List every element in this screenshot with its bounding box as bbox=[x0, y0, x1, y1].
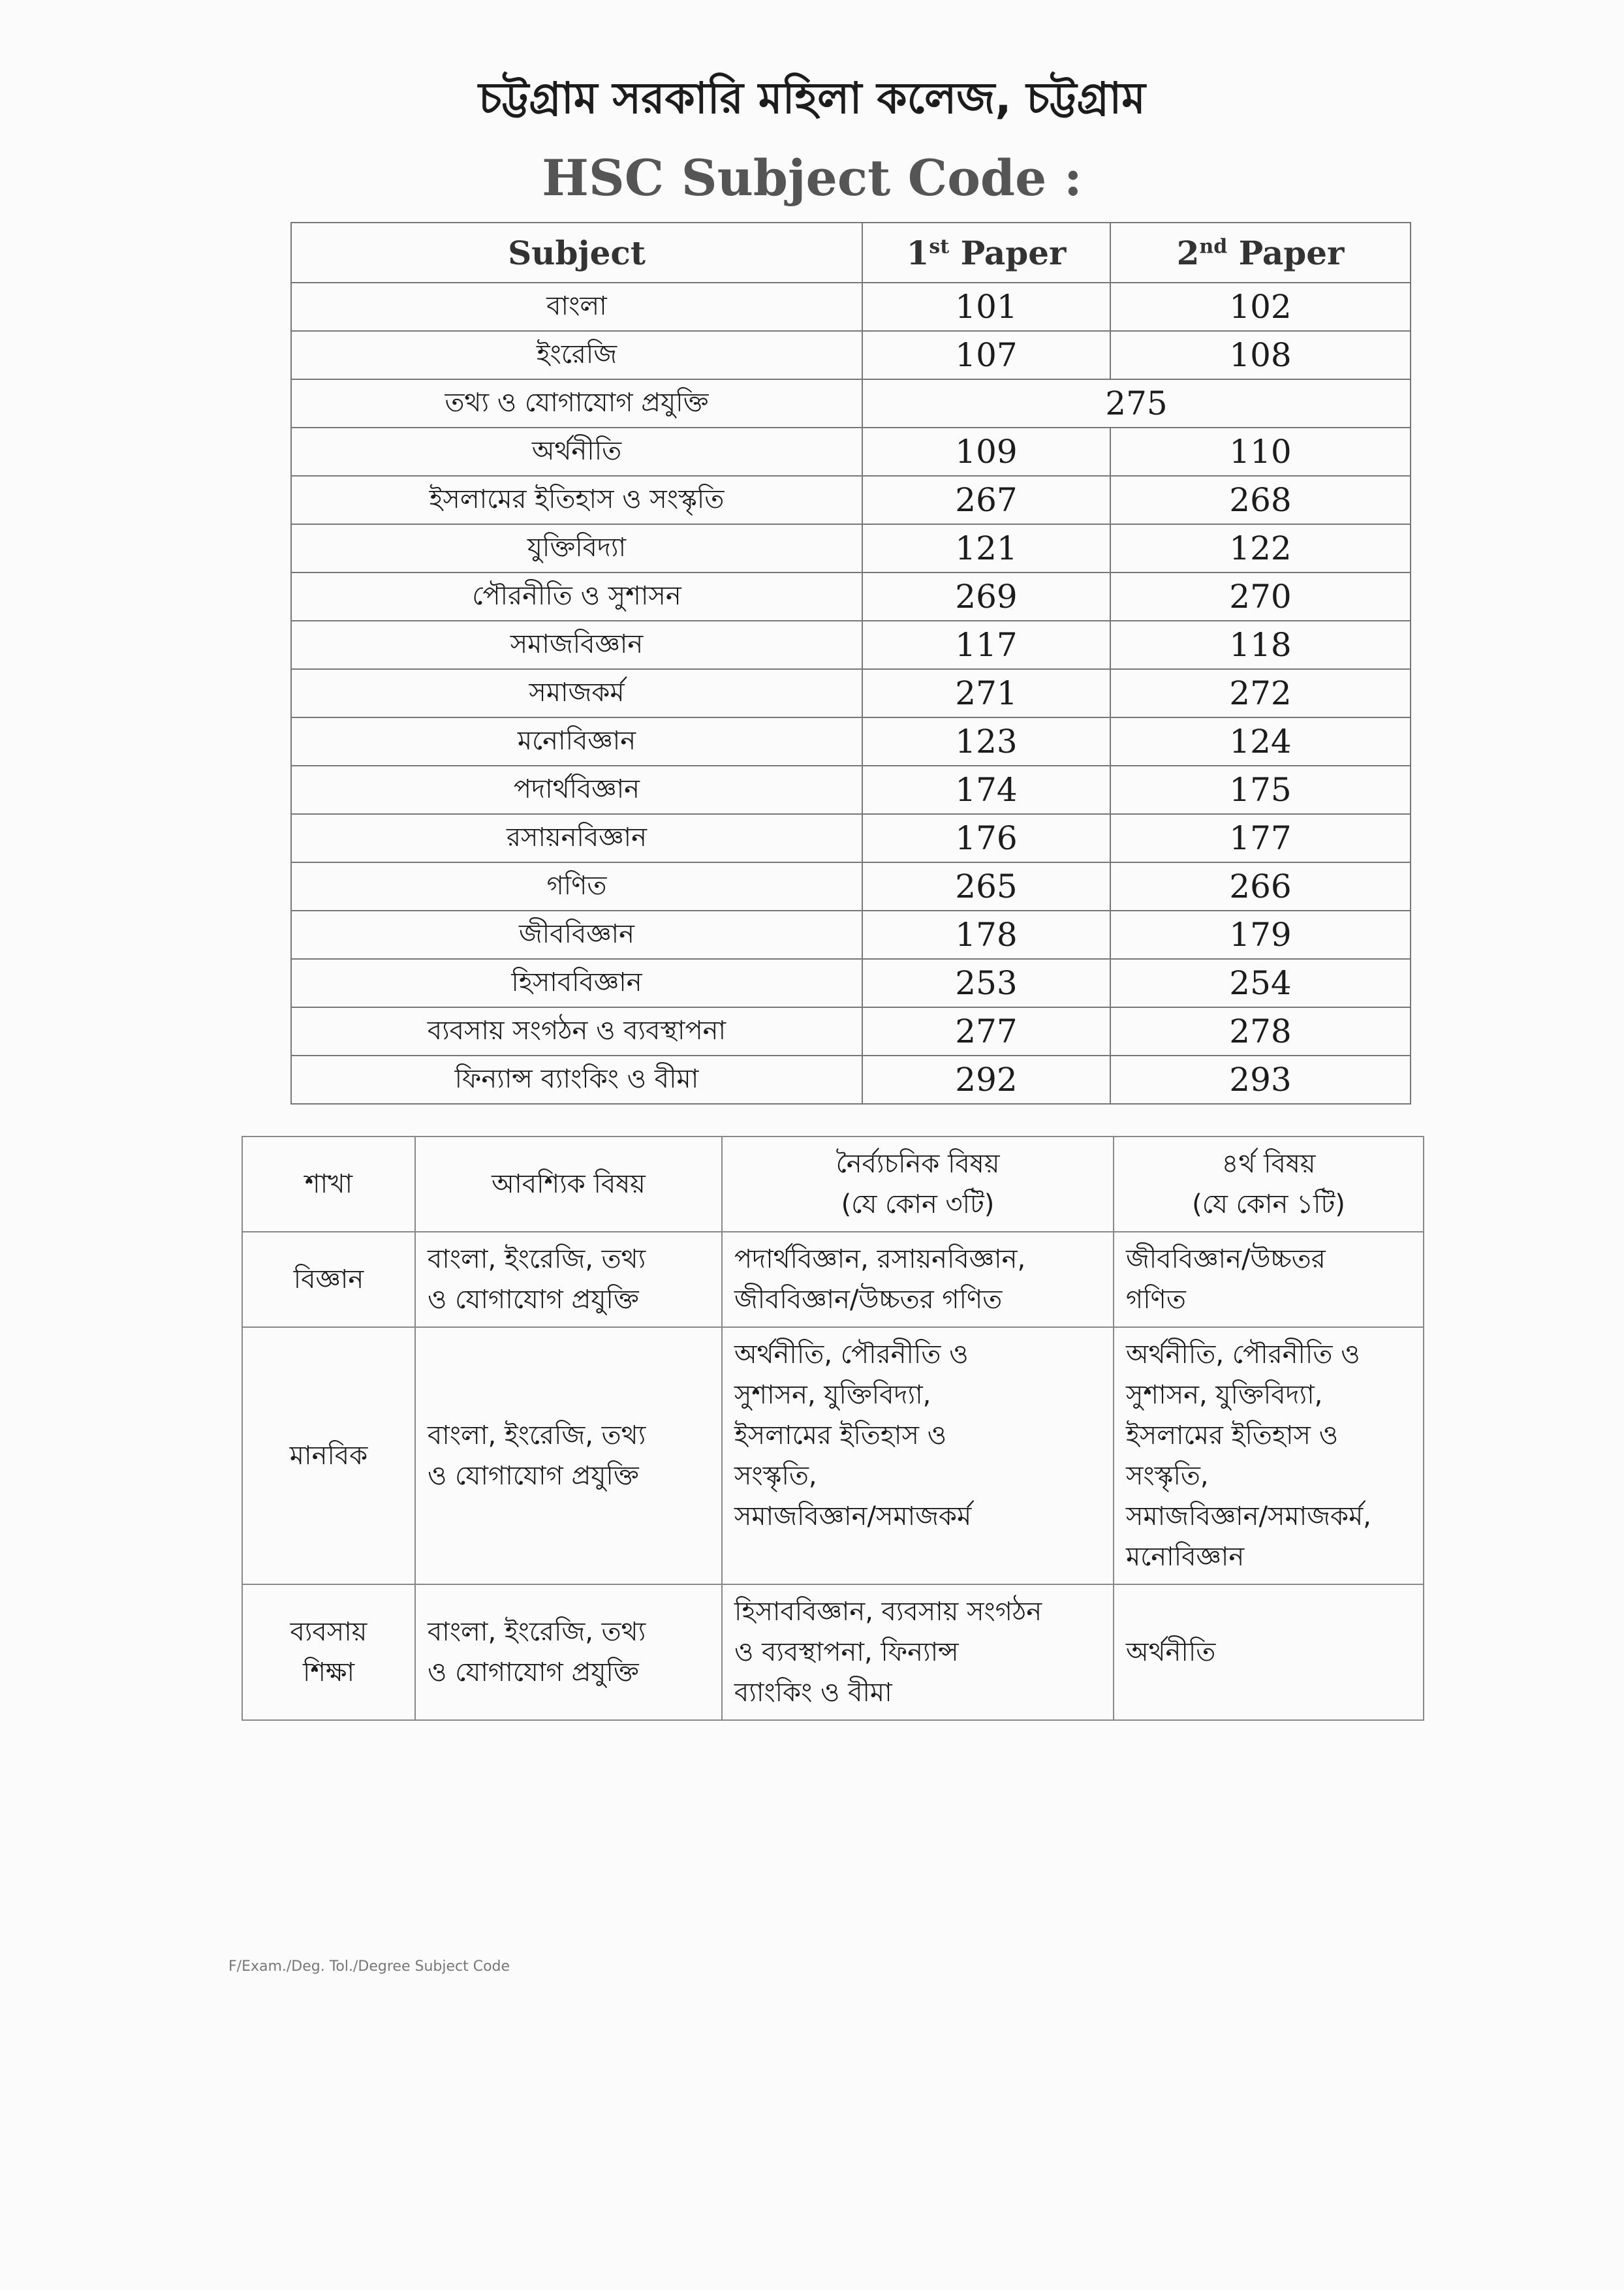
code-table-row bbox=[291, 524, 1411, 572]
code-table-row bbox=[291, 331, 1411, 379]
first-paper-code-cell: 267 bbox=[862, 476, 1110, 524]
code-table-row bbox=[291, 717, 1411, 766]
second-paper-code-cell: 118 bbox=[1110, 621, 1411, 669]
group-table-row bbox=[242, 1232, 1424, 1327]
fourth-subject-line: অর্থনীতি, পৌরনীতি ও bbox=[1126, 1340, 1360, 1370]
subject-name-cell: তথ্য ও যোগাযোগ প্রযুক্তি bbox=[291, 379, 862, 428]
subject-name-cell: সমাজকর্ম bbox=[291, 669, 862, 717]
second-paper-word: Paper bbox=[1238, 233, 1345, 272]
second-paper-code-cell: 175 bbox=[1110, 766, 1411, 814]
code-table-row bbox=[291, 572, 1411, 621]
compulsory-column-header: আবশ্যিক বিষয় bbox=[415, 1137, 722, 1232]
elective-subjects-line: ব্যাংকিং ও বীমা bbox=[734, 1678, 892, 1708]
subject-column-header: Subject bbox=[291, 223, 862, 283]
fourth-subject-line: মনোবিজ্ঞান bbox=[1126, 1542, 1245, 1572]
elective-subjects-line: সমাজবিজ্ঞান/সমাজকর্ম bbox=[734, 1501, 972, 1531]
branch-column-header: শাখা bbox=[242, 1137, 415, 1232]
college-name: চট্টগ্রাম সরকারি মহিলা কলেজ, চট্টগ্রাম bbox=[478, 73, 1146, 123]
subject-name-cell: অর্থনীতি bbox=[291, 428, 862, 476]
first-paper-code-cell: 277 bbox=[862, 1007, 1110, 1056]
first-paper-code-cell: 178 bbox=[862, 911, 1110, 959]
first-paper-code-cell: 265 bbox=[862, 862, 1110, 911]
first-paper-code-cell: 101 bbox=[862, 283, 1110, 331]
elective-subjects-line: ইসলামের ইতিহাস ও bbox=[734, 1420, 947, 1451]
second-paper-code-cell: 110 bbox=[1110, 428, 1411, 476]
first-paper-suffix: st bbox=[929, 234, 950, 258]
first-paper-code-cell: 271 bbox=[862, 669, 1110, 717]
combined-code-cell: 275 bbox=[862, 379, 1411, 428]
code-table-row bbox=[291, 911, 1411, 959]
fourth-subject-line: সংস্কৃতি, bbox=[1126, 1461, 1209, 1491]
code-table-row bbox=[291, 621, 1411, 669]
second-paper-code-cell: 270 bbox=[1110, 572, 1411, 621]
fourth-subject-line: সমাজবিজ্ঞান/সমাজকর্ম, bbox=[1126, 1501, 1371, 1531]
elective-subjects-line: অর্থনীতি, পৌরনীতি ও bbox=[734, 1340, 969, 1370]
subject-name-cell: সমাজবিজ্ঞান bbox=[291, 621, 862, 669]
footnote: F/Exam./Deg. Tol./Degree Subject Code bbox=[228, 1958, 510, 1975]
compulsory-subjects-line: বাংলা, ইংরেজি, তথ্য bbox=[428, 1420, 646, 1451]
subject-name-cell: জীববিজ্ঞান bbox=[291, 911, 862, 959]
fourth-header-note: (যে কোন ১টি) bbox=[1192, 1189, 1345, 1219]
first-paper-code-cell: 123 bbox=[862, 717, 1110, 766]
fourth-subject-cell bbox=[1114, 1584, 1424, 1720]
code-table-row bbox=[291, 1007, 1411, 1056]
second-paper-code-cell: 272 bbox=[1110, 669, 1411, 717]
branch-cell bbox=[242, 1232, 415, 1327]
elective-header-title: নৈর্ব্যচনিক বিষয় bbox=[835, 1149, 1000, 1179]
branch-cell bbox=[242, 1584, 415, 1720]
fourth-subject-line: সুশাসন, যুক্তিবিদ্যা, bbox=[1126, 1380, 1323, 1410]
second-paper-code-cell: 266 bbox=[1110, 862, 1411, 911]
compulsory-subjects-line: ও যোগাযোগ প্রযুক্তি bbox=[428, 1657, 639, 1687]
subject-name-cell: বাংলা bbox=[291, 283, 862, 331]
second-paper-code-cell: 108 bbox=[1110, 331, 1411, 379]
first-paper-number: 1 bbox=[906, 233, 929, 272]
elective-subjects-line: পদার্থবিজ্ঞান, রসায়নবিজ্ঞান, bbox=[734, 1244, 1026, 1274]
first-paper-code-cell: 269 bbox=[862, 572, 1110, 621]
compulsory-subjects-line: বাংলা, ইংরেজি, তথ্য bbox=[428, 1617, 646, 1647]
second-paper-column-header bbox=[1110, 223, 1411, 283]
elective-subjects-line: হিসাববিজ্ঞান, ব্যবসায় সংগঠন bbox=[734, 1597, 1042, 1627]
code-table-row bbox=[291, 814, 1411, 862]
compulsory-subjects-line: বাংলা, ইংরেজি, তথ্য bbox=[428, 1244, 646, 1274]
second-paper-code-cell: 177 bbox=[1110, 814, 1411, 862]
elective-header-note: (যে কোন ৩টি) bbox=[841, 1189, 995, 1219]
fourth-subject-line: ইসলামের ইতিহাস ও bbox=[1126, 1420, 1339, 1451]
code-table-row bbox=[291, 379, 1411, 428]
fourth-subject-line: জীববিজ্ঞান/উচ্চতর bbox=[1126, 1244, 1326, 1274]
subject-name-cell: ব্যবসায় সংগঠন ও ব্যবস্থাপনা bbox=[291, 1007, 862, 1056]
first-paper-word: Paper bbox=[960, 233, 1067, 272]
elective-subjects-line: ও ব্যবস্থাপনা, ফিন্যান্স bbox=[734, 1637, 959, 1667]
code-table-row bbox=[291, 862, 1411, 911]
elective-subjects-cell bbox=[722, 1584, 1114, 1720]
document-title: HSC Subject Code : bbox=[542, 149, 1082, 207]
branch-name-line: শিক্ষা bbox=[302, 1657, 355, 1687]
subject-name-cell: পৌরনীতি ও সুশাসন bbox=[291, 572, 862, 621]
code-table-row bbox=[291, 476, 1411, 524]
first-paper-code-cell: 292 bbox=[862, 1056, 1110, 1104]
code-table-row bbox=[291, 428, 1411, 476]
branch-cell bbox=[242, 1327, 415, 1584]
first-paper-code-cell: 176 bbox=[862, 814, 1110, 862]
first-paper-code-cell: 117 bbox=[862, 621, 1110, 669]
second-paper-suffix: nd bbox=[1199, 234, 1228, 258]
second-paper-code-cell: 254 bbox=[1110, 959, 1411, 1007]
subject-name-cell: যুক্তিবিদ্যা bbox=[291, 524, 862, 572]
subject-name-cell: পদার্থবিজ্ঞান bbox=[291, 766, 862, 814]
branch-name-line: মানবিক bbox=[289, 1441, 368, 1471]
fourth-subject-line: গণিত bbox=[1126, 1285, 1186, 1315]
first-paper-column-header bbox=[862, 223, 1110, 283]
elective-subjects-line: জীববিজ্ঞান/উচ্চতর গণিত bbox=[734, 1285, 1003, 1315]
first-paper-code-cell: 174 bbox=[862, 766, 1110, 814]
compulsory-subjects-cell bbox=[415, 1584, 722, 1720]
branch-name-line: বিজ্ঞান bbox=[293, 1264, 364, 1294]
subject-name-cell: ইসলামের ইতিহাস ও সংস্কৃতি bbox=[291, 476, 862, 524]
second-paper-code-cell: 102 bbox=[1110, 283, 1411, 331]
subject-name-cell: হিসাববিজ্ঞান bbox=[291, 959, 862, 1007]
group-table-row bbox=[242, 1327, 1424, 1584]
group-table-body bbox=[242, 1232, 1424, 1720]
fourth-subject-line: অর্থনীতি bbox=[1126, 1637, 1216, 1667]
second-paper-code-cell: 124 bbox=[1110, 717, 1411, 766]
fourth-header-title: ৪র্থ বিষয় bbox=[1221, 1149, 1316, 1179]
elective-subjects-cell bbox=[722, 1232, 1114, 1327]
branch-name-line: ব্যবসায় bbox=[290, 1617, 367, 1647]
compulsory-subjects-cell bbox=[415, 1327, 722, 1584]
elective-column-header bbox=[722, 1137, 1114, 1232]
second-paper-code-cell: 179 bbox=[1110, 911, 1411, 959]
group-table-header-row bbox=[242, 1137, 1424, 1232]
fourth-subject-cell bbox=[1114, 1232, 1424, 1327]
subject-name-cell: ফিন্যান্স ব্যাংকিং ও বীমা bbox=[291, 1056, 862, 1104]
group-table-row bbox=[242, 1584, 1424, 1720]
code-table-row bbox=[291, 283, 1411, 331]
second-paper-code-cell: 268 bbox=[1110, 476, 1411, 524]
code-table-row bbox=[291, 959, 1411, 1007]
subject-name-cell: রসায়নবিজ্ঞান bbox=[291, 814, 862, 862]
code-table-row bbox=[291, 1056, 1411, 1104]
code-table-row bbox=[291, 669, 1411, 717]
first-paper-code-cell: 121 bbox=[862, 524, 1110, 572]
code-table-body bbox=[291, 283, 1411, 1104]
elective-subjects-cell bbox=[722, 1327, 1114, 1584]
second-paper-code-cell: 122 bbox=[1110, 524, 1411, 572]
group-subject-table bbox=[242, 1136, 1424, 1721]
subject-code-table bbox=[290, 222, 1411, 1105]
first-paper-code-cell: 253 bbox=[862, 959, 1110, 1007]
subject-name-cell: মনোবিজ্ঞান bbox=[291, 717, 862, 766]
compulsory-subjects-line: ও যোগাযোগ প্রযুক্তি bbox=[428, 1285, 639, 1315]
first-paper-code-cell: 109 bbox=[862, 428, 1110, 476]
code-table-row bbox=[291, 766, 1411, 814]
second-paper-number: 2 bbox=[1176, 233, 1200, 272]
elective-subjects-line: সুশাসন, যুক্তিবিদ্যা, bbox=[734, 1380, 931, 1410]
compulsory-subjects-line: ও যোগাযোগ প্রযুক্তি bbox=[428, 1461, 639, 1491]
fourth-subject-column-header bbox=[1114, 1137, 1424, 1232]
code-table-header-row bbox=[291, 223, 1411, 283]
elective-subjects-line: সংস্কৃতি, bbox=[734, 1461, 817, 1491]
first-paper-code-cell: 107 bbox=[862, 331, 1110, 379]
fourth-subject-cell bbox=[1114, 1327, 1424, 1584]
subject-name-cell: ইংরেজি bbox=[291, 331, 862, 379]
compulsory-subjects-cell bbox=[415, 1232, 722, 1327]
subject-name-cell: গণিত bbox=[291, 862, 862, 911]
second-paper-code-cell: 293 bbox=[1110, 1056, 1411, 1104]
second-paper-code-cell: 278 bbox=[1110, 1007, 1411, 1056]
